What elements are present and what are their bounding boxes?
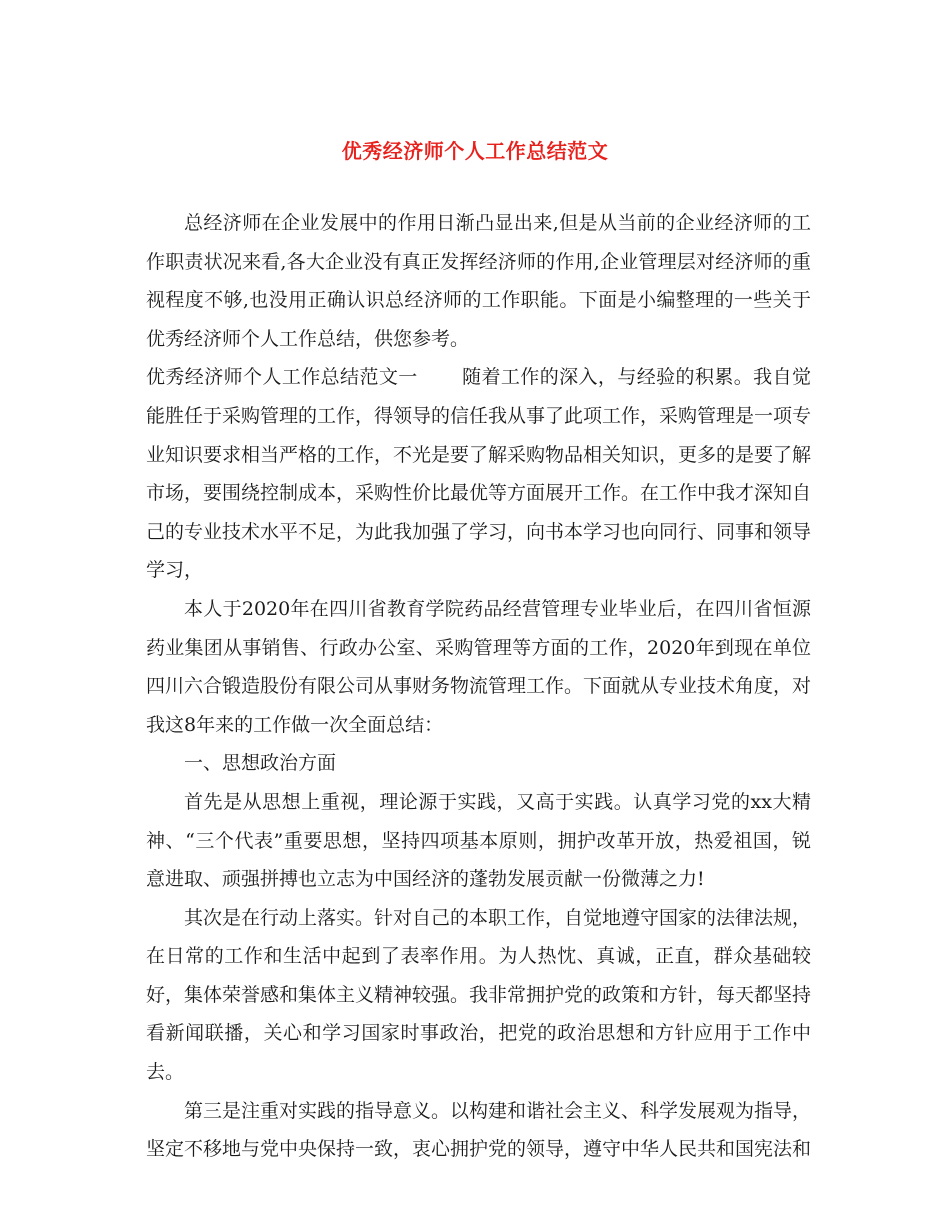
sample-heading: 优秀经济师个人工作总结范文一 <box>146 366 418 389</box>
section-paragraph-2: 其次是在行动上落实。针对自己的本职工作，自觉地遵守国家的法律法规，在日常的工作和生活中起到了表率作用。为人热忱、真诚，正直，群众基础较好，集体荣誉感和集体主义精神较强。我非常拥护党的政策和方针，每天都坚持看新闻联播，关心和学习国家时事政治，把党的政治思想和方针应用于工作中去。 <box>146 906 812 1084</box>
section-heading: 一、思想政治方面 <box>184 752 337 775</box>
intro-paragraph: 总经济师在企业发展中的作用日渐凸显出来,但是从当前的企业经济师的工作职责状况来看,各大企业没有真正发挥经济师的作用,企业管理层对经济师的重视程度不够,也没用正确认识总经济师的工作职能。下面是小编整理的一些关于优秀经济师个人工作总结，供您参考。 <box>146 212 811 350</box>
sample-paragraph <box>146 358 811 590</box>
section-paragraph-3: 第三是注重对实践的指导意义。以构建和谐社会主义、科学发展观为指导，坚定不移地与党中央保持一致，衷心拥护党的领导，遵守中华人民共和国宪法和 <box>146 1099 812 1161</box>
section-paragraph-1: 首先是从思想上重视，理论源于实践，又高于实践。认真学习党的xx大精神、“三个代表”重要思想，坚持四项基本原则，拥护改革开放，热爱祖国，锐意进取、顽强拼搏也立志为中国经济的蓬勃发展贡献一份微薄之力! <box>146 790 811 891</box>
document-title: 优秀经济师个人工作总结范文 <box>341 139 609 163</box>
document-body <box>146 204 811 1169</box>
background-paragraph: 本人于2020年在四川省教育学院药品经营管理专业毕业后，在四川省恒源药业集团从事销售、行政办公室、采购管理等方面的工作，2020年到现在单位四川六合锻造股份有限公司从事财务物流管理工作。下面就从专业技术角度，对我这8年来的工作做一次全面总结： <box>146 597 812 736</box>
sample-text: 随着工作的深入，与经验的积累。我自觉能胜任于采购管理的工作，得领导的信任我从事了此项工作，采购管理是一项专业知识要求相当严格的工作，不光是要了解采购物品相关知识，更多的是要了解市场，要围绕控制成本，采购性价比最优等方面展开工作。在工作中我才深知自己的专业技术水平不足，为此我加强了学习，向书本学习也向同行、同事和领导学习， <box>146 366 812 582</box>
